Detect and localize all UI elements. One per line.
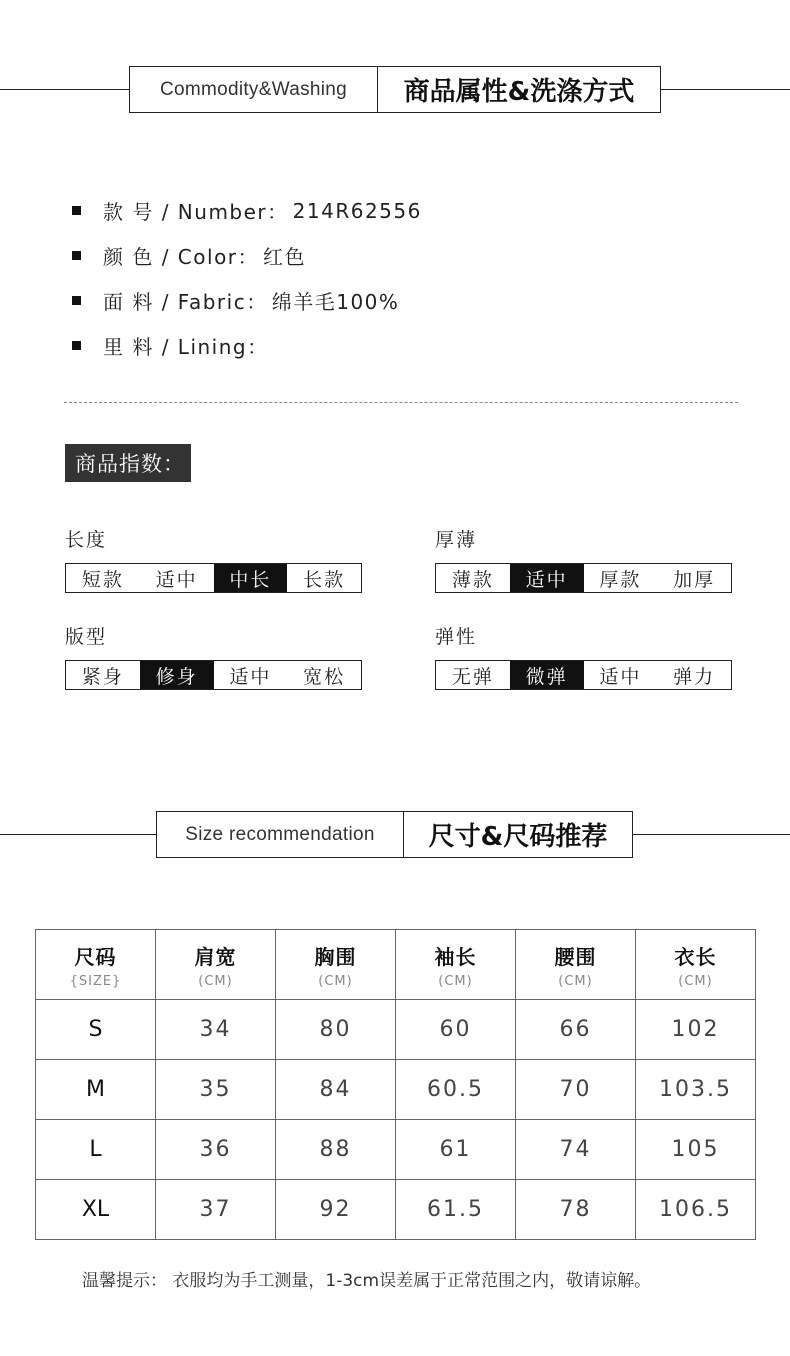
scale-option: 适中 <box>599 665 642 688</box>
header-unit: (CM) <box>678 973 713 989</box>
header-unit: (CM) <box>198 973 233 989</box>
table-cell: 84 <box>276 1060 396 1120</box>
section-header-commodity <box>129 66 661 113</box>
scale-option: 适中 <box>155 568 198 591</box>
banner-line-right <box>660 89 790 90</box>
table-header <box>636 930 756 1000</box>
scale-length <box>65 563 362 593</box>
bullet-icon <box>72 296 81 305</box>
table-cell: L <box>36 1120 156 1180</box>
table-cell: 103.5 <box>636 1060 756 1120</box>
attr-value: 红色 <box>263 245 307 269</box>
table-cell: 80 <box>276 1000 396 1060</box>
attr-label: 款 号 / Number： <box>103 200 289 224</box>
banner-line-right <box>632 834 790 835</box>
table-cell: 78 <box>516 1180 636 1240</box>
scale-option-selected: 中长 <box>214 564 288 592</box>
attr-label: 面 料 / Fabric： <box>103 290 268 314</box>
scale-option: 宽松 <box>303 665 346 688</box>
header-unit: (CM) <box>558 973 593 989</box>
header-label: 衣长 <box>674 944 717 969</box>
attr-value: 214R62556 <box>292 198 422 223</box>
scale-option: 适中 <box>229 665 272 688</box>
table-cell: 37 <box>156 1180 276 1240</box>
attr-value: 绵羊毛100% <box>271 290 400 314</box>
scale-label-fit: 版型 <box>65 626 108 648</box>
header-unit: (CM) <box>438 973 473 989</box>
scale-thickness <box>435 563 732 593</box>
table-cell: XL <box>36 1180 156 1240</box>
header-unit: (CM) <box>318 973 353 989</box>
table-row <box>36 1180 756 1240</box>
table-cell: 66 <box>516 1000 636 1060</box>
scale-label-thickness: 厚薄 <box>435 529 478 551</box>
scale-option: 加厚 <box>673 568 716 591</box>
table-cell: 36 <box>156 1120 276 1180</box>
attr-label: 颜 色 / Color： <box>103 245 260 269</box>
table-row <box>36 1000 756 1060</box>
scale-label-elasticity: 弹性 <box>435 626 478 648</box>
dashed-divider <box>64 402 738 403</box>
scale-option-selected: 微弹 <box>510 661 584 689</box>
section-title-cn: 商品属性&洗涤方式 <box>403 77 635 107</box>
attr-fabric <box>72 286 399 315</box>
scale-option: 弹力 <box>673 665 716 688</box>
scale-elasticity <box>435 660 732 690</box>
table-cell: 92 <box>276 1180 396 1240</box>
section-header-size <box>156 811 633 858</box>
table-header <box>276 930 396 1000</box>
table-cell: 60.5 <box>396 1060 516 1120</box>
table-header <box>156 930 276 1000</box>
product-index-tag: 商品指数： <box>65 444 191 482</box>
header-label: 袖长 <box>434 944 477 969</box>
size-table <box>35 929 756 1240</box>
table-cell: S <box>36 1000 156 1060</box>
attr-number <box>72 196 422 225</box>
scale-option: 长款 <box>303 568 346 591</box>
table-cell: M <box>36 1060 156 1120</box>
table-cell: 106.5 <box>636 1180 756 1240</box>
table-cell: 102 <box>636 1000 756 1060</box>
header-label: 腰围 <box>554 944 597 969</box>
scale-option: 无弹 <box>451 665 494 688</box>
scale-label-length: 长度 <box>65 529 108 551</box>
table-header-row <box>36 930 756 1000</box>
table-header <box>36 930 156 1000</box>
section-title-cn: 尺寸&尺码推荐 <box>428 822 608 852</box>
bullet-icon <box>72 251 81 260</box>
section-title-en: Size recommendation <box>157 812 404 857</box>
header-label: 胸围 <box>314 944 357 969</box>
bullet-icon <box>72 206 81 215</box>
table-cell: 61 <box>396 1120 516 1180</box>
table-row <box>36 1060 756 1120</box>
scale-option-selected: 适中 <box>510 564 584 592</box>
scale-option: 紧身 <box>81 665 124 688</box>
scale-option-selected: 修身 <box>140 661 214 689</box>
table-cell: 34 <box>156 1000 276 1060</box>
header-label: 尺码 <box>74 944 117 969</box>
bullet-icon <box>72 341 81 350</box>
table-cell: 60 <box>396 1000 516 1060</box>
section-title-en: Commodity&Washing <box>130 67 378 112</box>
scale-option: 薄款 <box>451 568 494 591</box>
attr-color <box>72 241 306 270</box>
table-cell: 105 <box>636 1120 756 1180</box>
table-cell: 35 <box>156 1060 276 1120</box>
banner-line-left <box>0 89 130 90</box>
measurement-tip: 温馨提示： 衣服均为手工测量，1-3cm误差属于正常范围之内，敬请谅解。 <box>82 1271 652 1291</box>
table-row <box>36 1120 756 1180</box>
attr-label: 里 料 / Lining： <box>103 335 269 359</box>
banner-line-left <box>0 834 157 835</box>
table-header <box>516 930 636 1000</box>
table-cell: 74 <box>516 1120 636 1180</box>
header-label: 肩宽 <box>194 944 237 969</box>
header-unit: {SIZE} <box>69 973 122 989</box>
scale-option: 厚款 <box>599 568 642 591</box>
table-header <box>396 930 516 1000</box>
scale-option: 短款 <box>81 568 124 591</box>
attr-lining <box>72 331 273 360</box>
scale-fit <box>65 660 362 690</box>
table-cell: 88 <box>276 1120 396 1180</box>
table-cell: 61.5 <box>396 1180 516 1240</box>
table-cell: 70 <box>516 1060 636 1120</box>
